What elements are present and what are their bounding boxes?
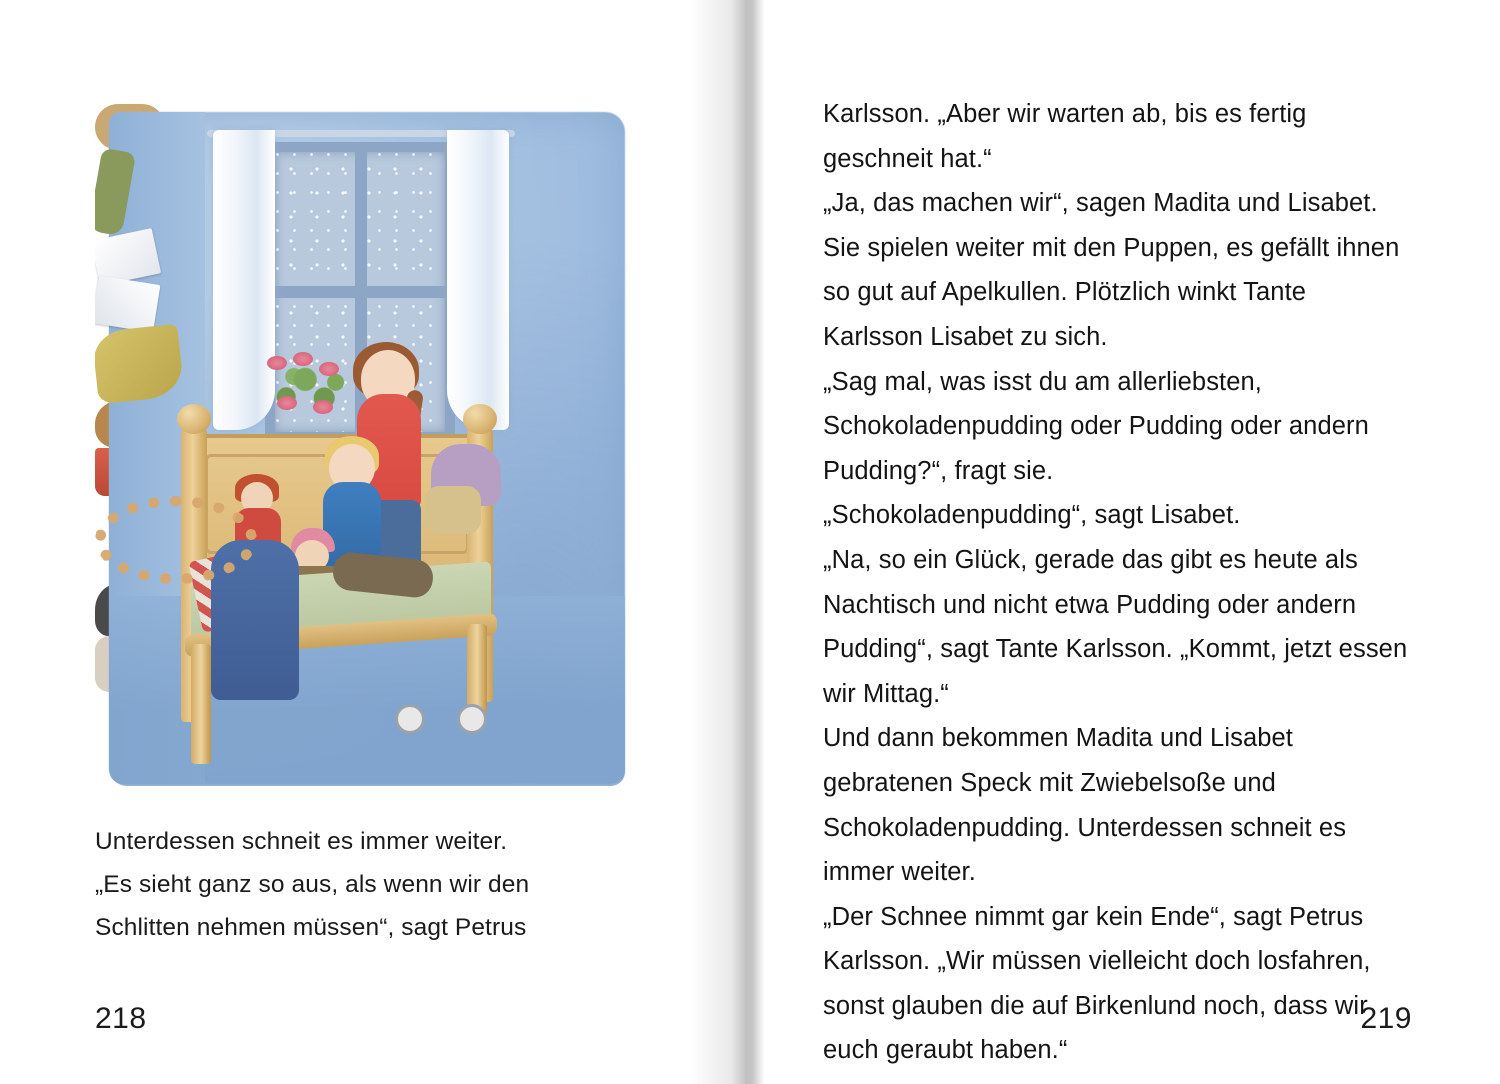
doll-sand xyxy=(425,486,481,534)
bed-leg-back xyxy=(467,624,487,714)
blossom xyxy=(267,356,287,370)
caption-line: Unterdessen schneit es immer weiter. xyxy=(95,828,508,855)
caption-line: „Es sieht ganz so aus, als wenn wir den xyxy=(95,871,530,898)
paragraph: „Sag mal, was isst du am allerliebsten, Schokoladenpudding oder Pudding oder andern Pudding?“, fragt sie. xyxy=(823,367,1369,485)
bed-knob-left xyxy=(177,404,211,434)
paragraph: Und dann bekommen Madita und Lisabet gebratenen Speck mit Zwiebelsoße und Schokoladenpudding. Unterdessen schneit es immer weiter. xyxy=(823,724,1347,887)
flower-pot xyxy=(263,352,353,432)
bed-leg-front xyxy=(191,644,211,764)
page-number-left: 218 xyxy=(95,1002,147,1035)
caption-line: Schlitten nehmen müssen“, sagt Petrus xyxy=(95,914,527,941)
illustration xyxy=(95,104,640,794)
open-book-right-page xyxy=(95,275,160,332)
bed-knob-right xyxy=(463,404,497,434)
right-page xyxy=(745,0,1500,1084)
blossom xyxy=(277,396,297,410)
body-text xyxy=(823,92,1413,1073)
bead-necklace xyxy=(95,496,257,584)
wagon-wheel xyxy=(457,704,487,734)
illustration-canvas xyxy=(95,104,640,794)
blossom xyxy=(319,362,339,376)
curtain-right xyxy=(447,130,509,430)
blossom xyxy=(313,400,333,414)
paragraph: „Ja, das machen wir“, sagen Madita und Lisabet. Sie spielen weiter mit den Puppen, es gefällt ihnen so gut auf Apelkullen. Plötzlich winkt Tante Karlsson Lisabet zu sich. xyxy=(823,189,1400,351)
paragraph: „Der Schnee nimmt gar kein Ende“, sagt Petrus Karlsson. „Wir müssen vielleicht doch losfahren, sonst glauben die auf Birkenlund noch, dass wir euch geraubt haben.“ xyxy=(823,902,1371,1065)
blossom xyxy=(293,352,313,366)
wagon-wheel xyxy=(395,704,425,734)
left-page xyxy=(0,0,745,1084)
paragraph: „Schokoladenpudding“, sagt Lisabet. xyxy=(823,501,1241,530)
illustration-caption xyxy=(95,820,655,949)
paragraph: „Na, so ein Glück, gerade das gibt es heute als Nachtisch und nicht etwa Pudding oder andern Pudding“, sagt Tante Karlsson. „Kommt, jetzt essen wir Mittag.“ xyxy=(823,545,1408,708)
page-number-right: 219 xyxy=(1360,1002,1412,1035)
paragraph: Karlsson. „Aber wir warten ab, bis es fertig geschneit hat.“ xyxy=(823,100,1307,173)
